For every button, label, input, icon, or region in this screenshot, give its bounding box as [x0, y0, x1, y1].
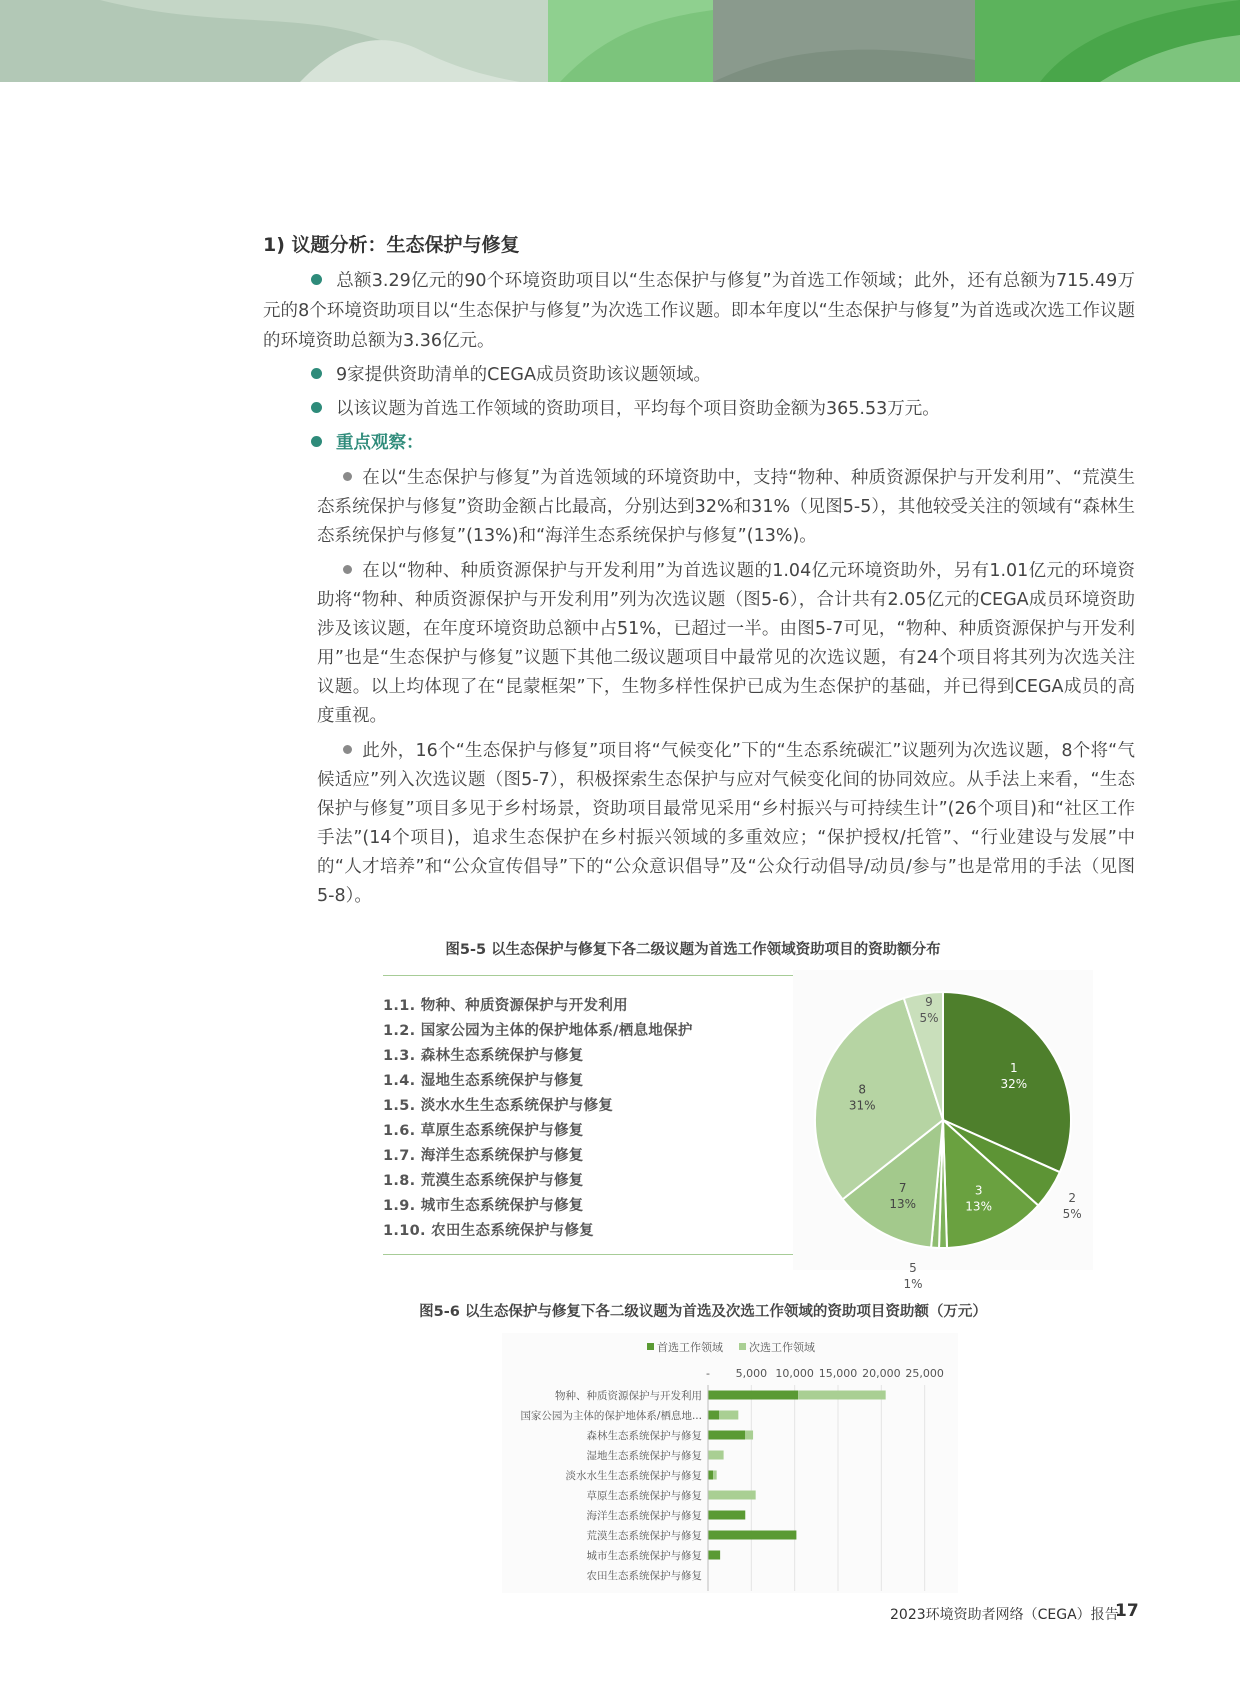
- pie-label: 2: [1068, 1190, 1077, 1205]
- bar-legend-label: 次选工作领域: [749, 1341, 815, 1354]
- bar-category-label: 森林生态系统保护与修复: [586, 1430, 702, 1442]
- bar-category-label: 荒漠生态系统保护与修复: [586, 1530, 702, 1542]
- paragraph-3: [263, 394, 1135, 424]
- page-number: 17: [1115, 1601, 1139, 1621]
- bullet-icon: [311, 274, 322, 285]
- bar-legend-label: 首选工作领域: [657, 1341, 723, 1354]
- bar-segment: [708, 1431, 745, 1440]
- bar-legend-swatch: [647, 1343, 654, 1350]
- bar-category-label: 海洋生态系统保护与修复: [586, 1510, 702, 1522]
- pie-pct-label: 32%: [1000, 1077, 1028, 1092]
- pie-pct-label: 13%: [889, 1197, 917, 1212]
- pie-label: 8: [858, 1082, 867, 1097]
- bar-category-label: 淡水水生生态系统保护与修复: [565, 1470, 702, 1482]
- pie-pct-label: 1%: [903, 1277, 923, 1291]
- paragraph-2: [263, 360, 1135, 390]
- observation-3: [263, 737, 1135, 911]
- bar-chart: [502, 1333, 958, 1593]
- figure-5-5-legend: [383, 975, 803, 1255]
- bar-x-tick-label: -: [706, 1367, 710, 1380]
- legend-item: 1.3. 森林生态系统保护与修复: [383, 1048, 584, 1064]
- sub-bullet-icon: [343, 565, 352, 574]
- bar-segment: [708, 1531, 796, 1540]
- legend-item: 1.7. 海洋生态系统保护与修复: [383, 1148, 584, 1164]
- bar-x-tick-label: 25,000: [905, 1367, 944, 1380]
- observation-1-text: 在以“生态保护与修复”为首选领域的环境资助中，支持“物种、种质资源保护与开发利用”、“荒漠生态系统保护与修复”资助金额占比最高，分别达到32%和31%（见图5-5），其他较受关注的领域有“森林生态系统保护与修复”(13%)和“海洋生态系统保护与修复”(13%)。: [317, 468, 1135, 546]
- observation-2-text: 在以“物种、种质资源保护与开发利用”为首选议题的1.04亿元环境资助外，另有1.01亿元的环境资助将“物种、种质资源保护与开发利用”列为次选议题（图5-6），合计共有2.05亿元的CEGA成员环境资助涉及该议题，在年度环境资助总额中占51%，已超过一半。由图5-7可见，“物种、种质资源保护与开发利用”也是“生态保护与修复”议题下其他二级议题项目中最常见的次选议题，有24个项目将其列为次选关注议题。以上均体现了在“昆蒙框架”下，生物多样性保护已成为生态保护的基础，并已得到CEGA成员的高度重视。: [317, 561, 1135, 726]
- bar-legend-swatch: [739, 1343, 746, 1350]
- pie-label: 9: [925, 995, 933, 1009]
- bar-segment: [708, 1511, 745, 1520]
- bullet-icon: [311, 436, 322, 447]
- footer-text: 2023环境资助者网络（CEGA）报告: [890, 1607, 1119, 1623]
- paragraph-1-text: 总额3.29亿元的90个环境资助项目以“生态保护与修复”为首选工作领域；此外，还有总额为715.49万元的8个环境资助项目以“生态保护与修复”为次选工作议题。即本年度以“生态保护与修复”为首选或次选工作议题的环境资助总额为3.36亿元。: [263, 271, 1135, 351]
- bar-category-label: 草原生态系统保护与修复: [586, 1490, 702, 1502]
- legend-item: 1.4. 湿地生态系统保护与修复: [383, 1073, 584, 1089]
- bar-segment: [719, 1411, 738, 1420]
- bar-segment: [708, 1551, 720, 1560]
- pie-pct-label: 13%: [965, 1199, 992, 1214]
- bar-category-label: 物种、种质资源保护与开发利用: [555, 1390, 702, 1402]
- bar-category-label: 农田生态系统保护与修复: [586, 1570, 702, 1582]
- legend-item: 1.5. 淡水水生生态系统保护与修复: [383, 1098, 614, 1114]
- pie-pct-label: 31%: [848, 1098, 876, 1113]
- pie-pct-label: 5%: [919, 1011, 939, 1025]
- legend-bottom-rule: [383, 1254, 803, 1255]
- bullet-icon: [311, 402, 322, 413]
- observation-3-text: 此外，16个“生态保护与修复”项目将“气候变化”下的“生态系统碳汇”议题列为次选议题，8个将“气候适应”列入次选议题（图5-7），积极探索生态保护与应对气候变化间的协同效应。从手法上来看，“生态保护与修复”项目多见于乡村场景，资助项目最常见采用“乡村振兴与可持续生计”(26个项目)和“社区工作手法”(14个项目)，追求生态保护在乡村振兴领域的多重效应；“保护授权/托管”、“行业建设与发展”中的“人才培养”和“公众宣传倡导”下的“公众意识倡导”及“公众行动倡导/动员/参与”也是常用的手法（见图5-8）。: [317, 741, 1135, 906]
- bar-category-label: 城市生态系统保护与修复: [586, 1550, 702, 1562]
- paragraph-1: [263, 266, 1135, 356]
- legend-item: 1.9. 城市生态系统保护与修复: [383, 1198, 584, 1214]
- pie-label: 3: [974, 1183, 983, 1198]
- pie-pct-label: 5%: [1062, 1206, 1082, 1221]
- legend-item: 1.8. 荒漠生态系统保护与修复: [383, 1173, 584, 1189]
- main-content: [263, 232, 1135, 911]
- bar-segment: [708, 1411, 719, 1420]
- bar-segment: [708, 1391, 798, 1400]
- sub-bullet-icon: [343, 745, 352, 754]
- legend-item: 1.2. 国家公园为主体的保护地体系/栖息地保护: [383, 1023, 693, 1039]
- figure-5-5-title: 图5-5 以生态保护与修复下各二级议题为首选工作领域资助项目的资助额分布: [445, 942, 941, 958]
- bar-segment: [713, 1471, 716, 1480]
- bar-x-tick-label: 20,000: [862, 1367, 901, 1380]
- bar-segment: [708, 1451, 724, 1460]
- sub-bullet-icon: [343, 472, 352, 481]
- section-title: 1) 议题分析：生态保护与修复: [263, 234, 520, 256]
- legend-item: 1.1. 物种、种质资源保护与开发利用: [383, 998, 628, 1014]
- bar-segment: [798, 1391, 886, 1400]
- pie-label: 5: [909, 1261, 917, 1275]
- focus-heading: [263, 428, 1135, 458]
- bar-segment: [708, 1471, 713, 1480]
- figure-5-5-pie: [793, 970, 1093, 1291]
- legend-items: [383, 976, 803, 1244]
- bar-segment: [708, 1491, 756, 1500]
- observation-2: [263, 557, 1135, 731]
- pie-chart: [793, 970, 1093, 1291]
- observation-1: [263, 464, 1135, 551]
- pie-label: 1: [1010, 1061, 1018, 1076]
- bullet-icon: [311, 368, 322, 379]
- legend-item: 1.6. 草原生态系统保护与修复: [383, 1123, 584, 1139]
- legend-item: 1.10. 农田生态系统保护与修复: [383, 1223, 594, 1239]
- bar-x-tick-label: 10,000: [775, 1367, 814, 1380]
- figure-5-6-bar: [502, 1333, 958, 1593]
- header-banner: [0, 0, 1240, 82]
- bar-category-label: 国家公园为主体的保护地体系/栖息地...: [520, 1410, 702, 1422]
- bar-category-label: 湿地生态系统保护与修复: [586, 1450, 702, 1462]
- paragraph-3-text: 以该议题为首选工作领域的资助项目，平均每个项目资助金额为365.53万元。: [336, 399, 940, 419]
- pie-label: 7: [898, 1181, 907, 1196]
- focus-label: 重点观察：: [336, 433, 424, 453]
- bar-segment: [745, 1431, 753, 1440]
- bar-x-tick-label: 5,000: [735, 1367, 768, 1380]
- paragraph-2-text: 9家提供资助清单的CEGA成员资助该议题领域。: [336, 365, 711, 385]
- figure-5-6-title: 图5-6 以生态保护与修复下各二级议题为首选及次选工作领域的资助项目资助额（万元）: [419, 1304, 987, 1320]
- bar-x-tick-label: 15,000: [818, 1367, 858, 1380]
